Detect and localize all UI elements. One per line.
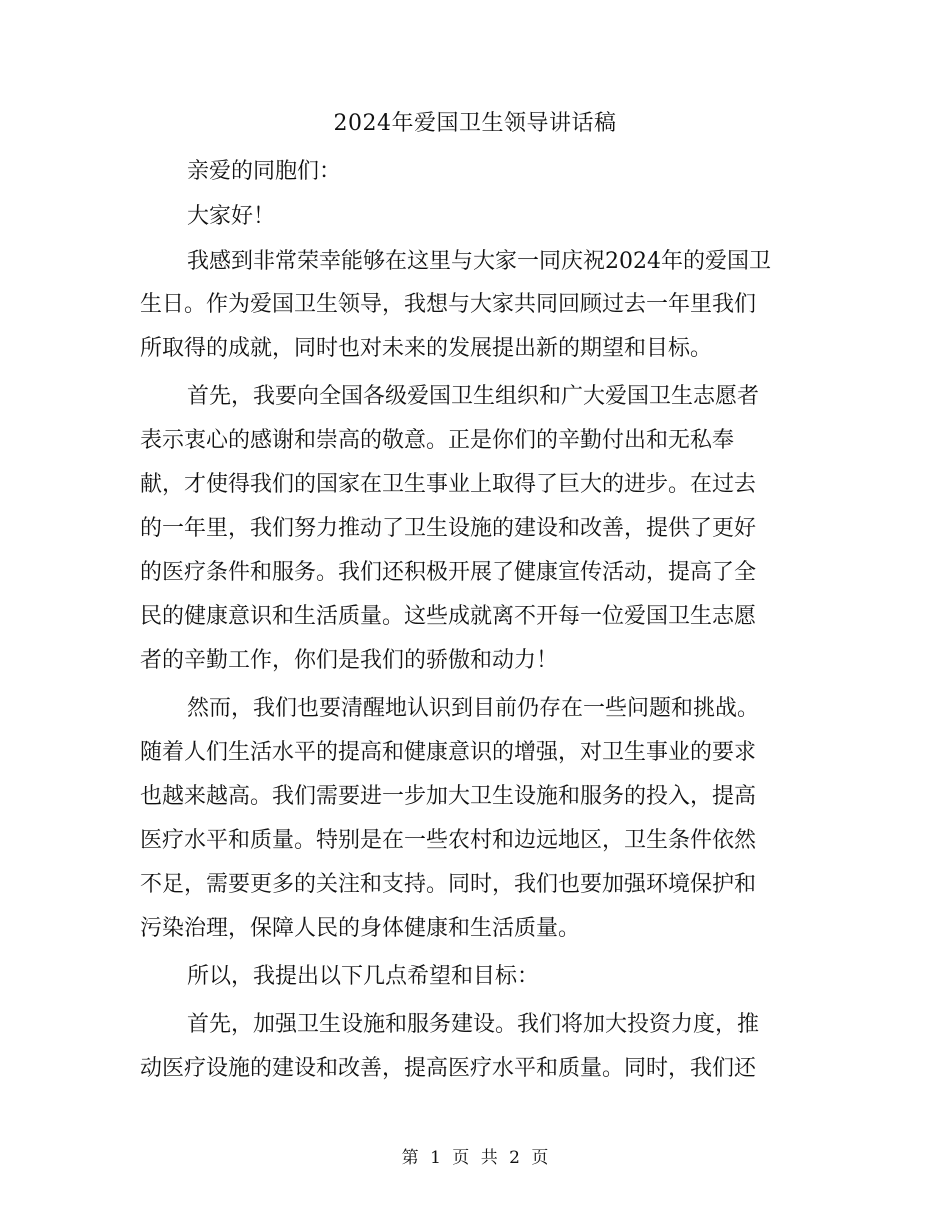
paragraph-line: 动医疗设施的建设和改善，提高医疗水平和质量。同时，我们还 xyxy=(140,1056,757,1081)
paragraph-line: 的医疗条件和服务。我们还积极开展了健康宣传活动，提高了全 xyxy=(140,560,757,585)
document-title: 2024年爱国卫生领导讲话稿 xyxy=(333,111,617,136)
paragraph-line: 生日。作为爱国卫生领导，我想与大家共同回顾过去一年里我们 xyxy=(140,292,757,317)
paragraph-line: 也越来越高。我们需要进一步加大卫生设施和服务的投入，提高 xyxy=(140,784,757,809)
greeting-line: 亲爱的同胞们： xyxy=(187,159,342,184)
paragraph-line: 首先，我要向全国各级爱国卫生组织和广大爱国卫生志愿者 xyxy=(187,384,760,409)
paragraph-line: 所取得的成就，同时也对未来的发展提出新的期望和目标。 xyxy=(140,336,713,361)
paragraph-line: 者的辛勤工作，你们是我们的骄傲和动力！ xyxy=(140,648,559,673)
paragraph-line: 污染治理，保障人民的身体健康和生活质量。 xyxy=(140,916,581,941)
paragraph-line: 献，才使得我们的国家在卫生事业上取得了巨大的进步。在过去 xyxy=(140,472,757,497)
page-number-footer: 第 1 页 共 2 页 xyxy=(401,1148,549,1168)
paragraph-line: 然而，我们也要清醒地认识到目前仍存在一些问题和挑战。 xyxy=(187,696,760,721)
paragraph-line: 我感到非常荣幸能够在这里与大家一同庆祝2024年的爱国卫 xyxy=(187,249,771,274)
salutation-line: 大家好！ xyxy=(187,204,276,229)
paragraph-line: 不足，需要更多的关注和支持。同时，我们也要加强环境保护和 xyxy=(140,872,757,897)
paragraph-line: 医疗水平和质量。特别是在一些农村和边远地区，卫生条件依然 xyxy=(140,828,757,853)
paragraph-line: 首先，加强卫生设施和服务建设。我们将加大投资力度，推 xyxy=(187,1012,760,1037)
paragraph-line: 表示衷心的感谢和崇高的敬意。正是你们的辛勤付出和无私奉 xyxy=(140,428,735,453)
paragraph-line: 所以，我提出以下几点希望和目标： xyxy=(187,964,540,989)
paragraph-line: 的一年里，我们努力推动了卫生设施的建设和改善，提供了更好 xyxy=(140,516,757,541)
paragraph-line: 民的健康意识和生活质量。这些成就离不开每一位爱国卫生志愿 xyxy=(140,604,757,629)
paragraph-line: 随着人们生活水平的提高和健康意识的增强，对卫生事业的要求 xyxy=(140,740,757,765)
